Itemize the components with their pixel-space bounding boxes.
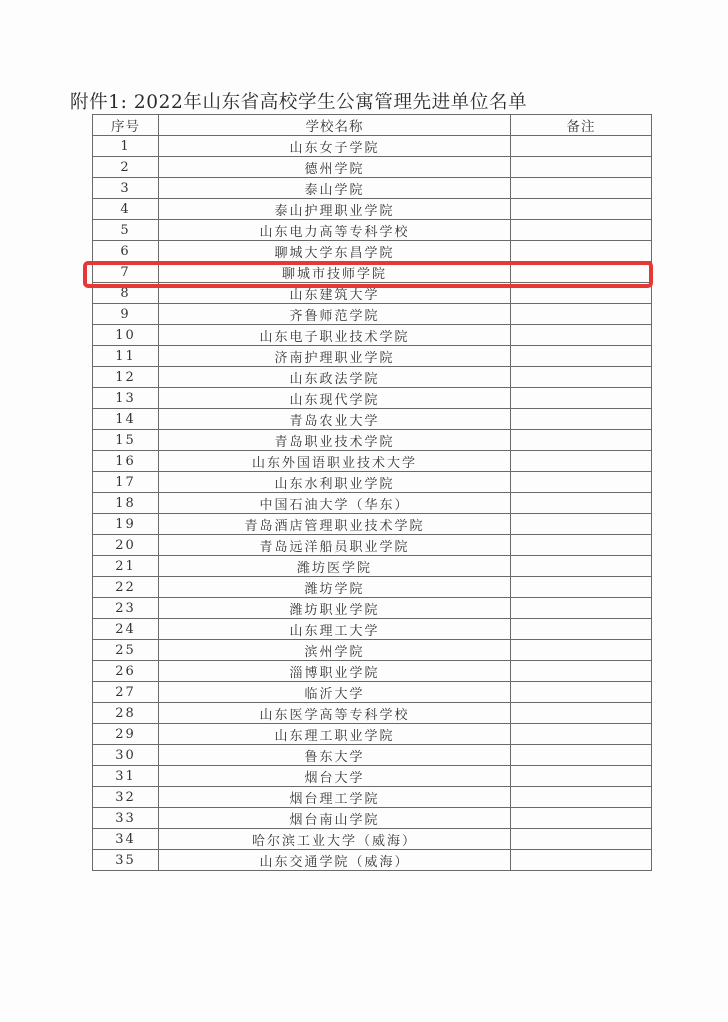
row-number: 10: [93, 325, 159, 346]
row-number: 12: [93, 367, 159, 388]
table-row: [93, 325, 652, 346]
table-row: [93, 619, 652, 640]
school-name: 青岛酒店管理职业技术学院: [159, 514, 511, 535]
row-note: [511, 619, 652, 640]
row-note: [511, 199, 652, 220]
table-row: [93, 514, 652, 535]
school-name: 淄博职业学院: [159, 661, 511, 682]
school-name: 山东理工大学: [159, 619, 511, 640]
row-note: [511, 388, 652, 409]
row-note: [511, 493, 652, 514]
table-row: [93, 703, 652, 724]
header-no: 序号: [93, 115, 159, 136]
row-number: 19: [93, 514, 159, 535]
school-name: 青岛农业大学: [159, 409, 511, 430]
table-body: [93, 136, 652, 871]
row-number: 7: [93, 262, 159, 283]
row-note: [511, 829, 652, 850]
school-name: 德州学院: [159, 157, 511, 178]
row-number: 32: [93, 787, 159, 808]
row-note: [511, 157, 652, 178]
row-note: [511, 241, 652, 262]
row-number: 27: [93, 682, 159, 703]
school-name: 临沂大学: [159, 682, 511, 703]
table-row: [93, 787, 652, 808]
document-title: 附件1: 2022年山东省高校学生公寓管理先进单位名单: [70, 92, 528, 113]
table-row: [93, 661, 652, 682]
row-note: [511, 325, 652, 346]
table-row: [93, 220, 652, 241]
school-name: 中国石油大学（华东）: [159, 493, 511, 514]
row-number: 28: [93, 703, 159, 724]
school-name: 潍坊医学院: [159, 556, 511, 577]
row-note: [511, 514, 652, 535]
school-name: 青岛远洋船员职业学院: [159, 535, 511, 556]
table-row: [93, 745, 652, 766]
row-note: [511, 724, 652, 745]
school-name: 山东交通学院（威海）: [159, 850, 511, 871]
table-row: [93, 157, 652, 178]
table-row: [93, 829, 652, 850]
row-number: 15: [93, 430, 159, 451]
school-name: 齐鲁师范学院: [159, 304, 511, 325]
row-number: 14: [93, 409, 159, 430]
row-number: 13: [93, 388, 159, 409]
row-number: 34: [93, 829, 159, 850]
row-number: 30: [93, 745, 159, 766]
row-number: 2: [93, 157, 159, 178]
school-name: 潍坊职业学院: [159, 598, 511, 619]
table-row: [93, 724, 652, 745]
row-note: [511, 220, 652, 241]
table-row: [93, 430, 652, 451]
table-header-row: [93, 115, 652, 136]
row-note: [511, 766, 652, 787]
row-number: 5: [93, 220, 159, 241]
school-name: 泰山护理职业学院: [159, 199, 511, 220]
table-row: [93, 199, 652, 220]
table-row: [93, 241, 652, 262]
table-row: [93, 451, 652, 472]
row-note: [511, 451, 652, 472]
row-note: [511, 745, 652, 766]
table-row: [93, 472, 652, 493]
row-number: 18: [93, 493, 159, 514]
table-row: [93, 766, 652, 787]
school-name: 山东女子学院: [159, 136, 511, 157]
table-row: [93, 388, 652, 409]
row-number: 33: [93, 808, 159, 829]
school-name: 烟台南山学院: [159, 808, 511, 829]
school-name: 山东电子职业技术学院: [159, 325, 511, 346]
school-name: 聊城大学东昌学院: [159, 241, 511, 262]
table-row: [93, 409, 652, 430]
header-note: 备注: [511, 115, 652, 136]
row-number: 22: [93, 577, 159, 598]
row-note: [511, 556, 652, 577]
school-name: 山东建筑大学: [159, 283, 511, 304]
row-note: [511, 808, 652, 829]
school-name: 烟台理工学院: [159, 787, 511, 808]
row-note: [511, 598, 652, 619]
school-name: 山东政法学院: [159, 367, 511, 388]
row-number: 29: [93, 724, 159, 745]
row-note: [511, 430, 652, 451]
school-name: 烟台大学: [159, 766, 511, 787]
row-number: 3: [93, 178, 159, 199]
table-row: [93, 136, 652, 157]
school-name: 聊城市技师学院: [159, 262, 511, 283]
school-name: 哈尔滨工业大学（威海）: [159, 829, 511, 850]
row-number: 35: [93, 850, 159, 871]
row-number: 26: [93, 661, 159, 682]
school-name: 山东医学高等专科学校: [159, 703, 511, 724]
row-note: [511, 409, 652, 430]
row-number: 21: [93, 556, 159, 577]
row-number: 25: [93, 640, 159, 661]
row-number: 11: [93, 346, 159, 367]
row-number: 24: [93, 619, 159, 640]
school-name: 山东电力高等专科学校: [159, 220, 511, 241]
table-row: [93, 808, 652, 829]
row-note: [511, 304, 652, 325]
table-row: [93, 178, 652, 199]
table-row: [93, 493, 652, 514]
school-name: 滨州学院: [159, 640, 511, 661]
row-number: 16: [93, 451, 159, 472]
school-name: 泰山学院: [159, 178, 511, 199]
row-note: [511, 577, 652, 598]
row-note: [511, 682, 652, 703]
row-number: 6: [93, 241, 159, 262]
school-name: 济南护理职业学院: [159, 346, 511, 367]
row-number: 4: [93, 199, 159, 220]
row-note: [511, 346, 652, 367]
table-row: [93, 682, 652, 703]
table-row: [93, 556, 652, 577]
row-note: [511, 472, 652, 493]
row-number: 1: [93, 136, 159, 157]
row-number: 23: [93, 598, 159, 619]
row-note: [511, 661, 652, 682]
row-note: [511, 640, 652, 661]
row-note: [511, 535, 652, 556]
highlight-box: [83, 261, 653, 288]
school-name: 山东理工职业学院: [159, 724, 511, 745]
table-row: [93, 640, 652, 661]
table-row: [93, 304, 652, 325]
school-name: 山东水利职业学院: [159, 472, 511, 493]
row-note: [511, 703, 652, 724]
school-name: 潍坊学院: [159, 577, 511, 598]
row-note: [511, 136, 652, 157]
row-number: 17: [93, 472, 159, 493]
row-number: 8: [93, 283, 159, 304]
school-name: 山东外国语职业技术大学: [159, 451, 511, 472]
table-row: [93, 850, 652, 871]
row-note: [511, 787, 652, 808]
table-row: [93, 367, 652, 388]
row-number: 20: [93, 535, 159, 556]
table-row: [93, 346, 652, 367]
school-name: 山东现代学院: [159, 388, 511, 409]
header-name: 学校名称: [159, 115, 511, 136]
table-row: [93, 598, 652, 619]
row-note: [511, 178, 652, 199]
table-row: [93, 535, 652, 556]
row-note: [511, 367, 652, 388]
school-list-table: [92, 114, 652, 871]
row-number: 9: [93, 304, 159, 325]
row-number: 31: [93, 766, 159, 787]
row-note: [511, 850, 652, 871]
school-name: 青岛职业技术学院: [159, 430, 511, 451]
school-name: 鲁东大学: [159, 745, 511, 766]
table-row: [93, 577, 652, 598]
